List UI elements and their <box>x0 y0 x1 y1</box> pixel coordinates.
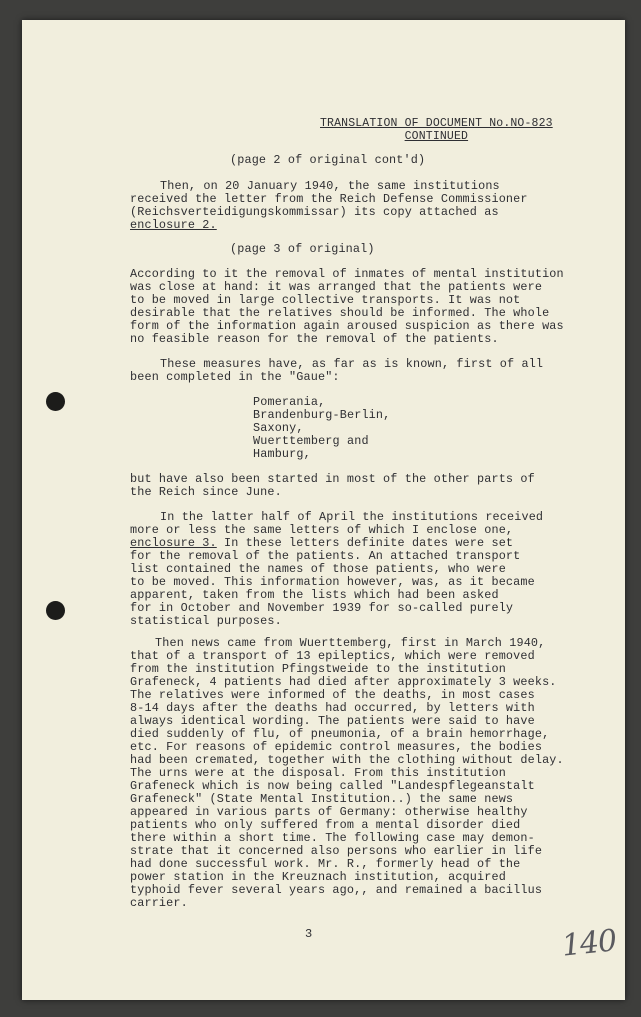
para3-line: These measures have, as far as is known, first of all <box>160 357 544 371</box>
para6-line: that of a transport of 13 epileptics, which were removed <box>130 649 535 663</box>
heading-line-2: CONTINUED <box>404 129 469 143</box>
para2-line: to be moved in large collective transports. It was not <box>130 293 521 307</box>
para5-line: apparent, taken from the lists which had been asked <box>130 588 499 602</box>
handwritten-folio-number: 140 <box>560 923 618 964</box>
para6-line: The urns were at the disposal. From this institution <box>130 766 506 780</box>
para6-line: power station in the Kreuznach institution, acquired <box>130 870 506 884</box>
para2-line: form of the information again aroused suspicion as there was <box>130 319 564 333</box>
para6-line: Grafeneck, 4 patients had died after approximately 3 weeks. <box>130 675 557 689</box>
para6-line: patients who only suffered from a mental disorder died <box>130 818 521 832</box>
para5-line: for the removal of the patients. An attached transport <box>130 549 521 563</box>
para5-line: statistical purposes. <box>130 614 282 628</box>
para3-line: been completed in the "Gaue": <box>130 370 340 384</box>
para6-line: from the institution Pfingstweide to the institution <box>130 662 506 676</box>
para6-line: The relatives were informed of the deaths, in most cases <box>130 688 535 702</box>
para6-line: etc. For reasons of epidemic control measures, the bodies <box>130 740 543 754</box>
para6-line: Grafeneck" (State Mental Institution..) the same news <box>130 792 514 806</box>
para1-line: (Reichsverteidigungskommissar) its copy attached as <box>130 205 499 219</box>
page-number: 3 <box>305 927 313 941</box>
gaue-list-item: Saxony, <box>253 421 304 435</box>
typed-text <box>22 20 625 1000</box>
para2-line: was close at hand: it was arranged that the patients were <box>130 280 543 294</box>
para2-line: no feasible reason for the removal of the patients. <box>130 332 499 346</box>
gaue-list-item: Wuerttemberg and <box>253 434 369 448</box>
gaue-list-item: Hamburg, <box>253 447 311 461</box>
para6-line: had done successful work. Mr. R., formerly head of the <box>130 857 521 871</box>
para4-line: but have also been started in most of the other parts of <box>130 472 535 486</box>
para6-line: 8-14 days after the deaths had occurred, by letters with <box>130 701 535 715</box>
page-2-note: (page 2 of original cont'd) <box>230 153 426 167</box>
para6-line: strate that it concerned also persons who earlier in life <box>130 844 543 858</box>
para4-line: the Reich since June. <box>130 485 282 499</box>
para6-line: always identical wording. The patients were said to have <box>130 714 535 728</box>
para2-line: desirable that the relatives should be informed. The whole <box>130 306 550 320</box>
para6-line: typhoid fever several years ago,, and remained a bacillus <box>130 883 543 897</box>
gaue-list-item: Pomerania, <box>253 395 326 409</box>
para6-line: died suddenly of flu, of pneumonia, of a brain hemorrhage, <box>130 727 550 741</box>
para2-line: According to it the removal of inmates of mental institution <box>130 267 564 281</box>
enclosure-3-reference: enclosure 3. <box>130 536 217 550</box>
para5-line: more or less the same letters of which I enclose one, <box>130 523 514 537</box>
para6-line: Grafeneck which is now being called "Landespflegeanstalt <box>130 779 535 793</box>
page-3-note: (page 3 of original) <box>230 242 375 256</box>
para6-line: appeared in various parts of Germany: otherwise healthy <box>130 805 528 819</box>
para5-line: In the latter half of April the institutions received <box>160 510 544 524</box>
document-heading <box>320 118 553 143</box>
para6-line: had been cremated, together with the clothing without delay. <box>130 753 564 767</box>
para6-line: carrier. <box>130 896 188 910</box>
document-page <box>22 20 625 1000</box>
para1-line: Then, on 20 January 1940, the same institutions <box>160 179 500 193</box>
para1-line: received the letter from the Reich Defense Commissioner <box>130 192 528 206</box>
para6-line: Then news came from Wuerttemberg, first in March 1940, <box>155 636 546 650</box>
para5-line: to be moved. This information however, was, as it became <box>130 575 535 589</box>
heading-line-1: TRANSLATION OF DOCUMENT No.NO-823 <box>320 117 553 130</box>
para6-line: there within a short time. The following case may demon- <box>130 831 535 845</box>
para1-line: enclosure 2. <box>130 218 217 232</box>
para5-line: enclosure 3. In these letters definite dates were set <box>130 536 514 550</box>
para5-line: for in October and November 1939 for so-called purely <box>130 601 514 615</box>
para5-line: list contained the names of those patients, who were <box>130 562 506 576</box>
gaue-list-item: Brandenburg-Berlin, <box>253 408 391 422</box>
